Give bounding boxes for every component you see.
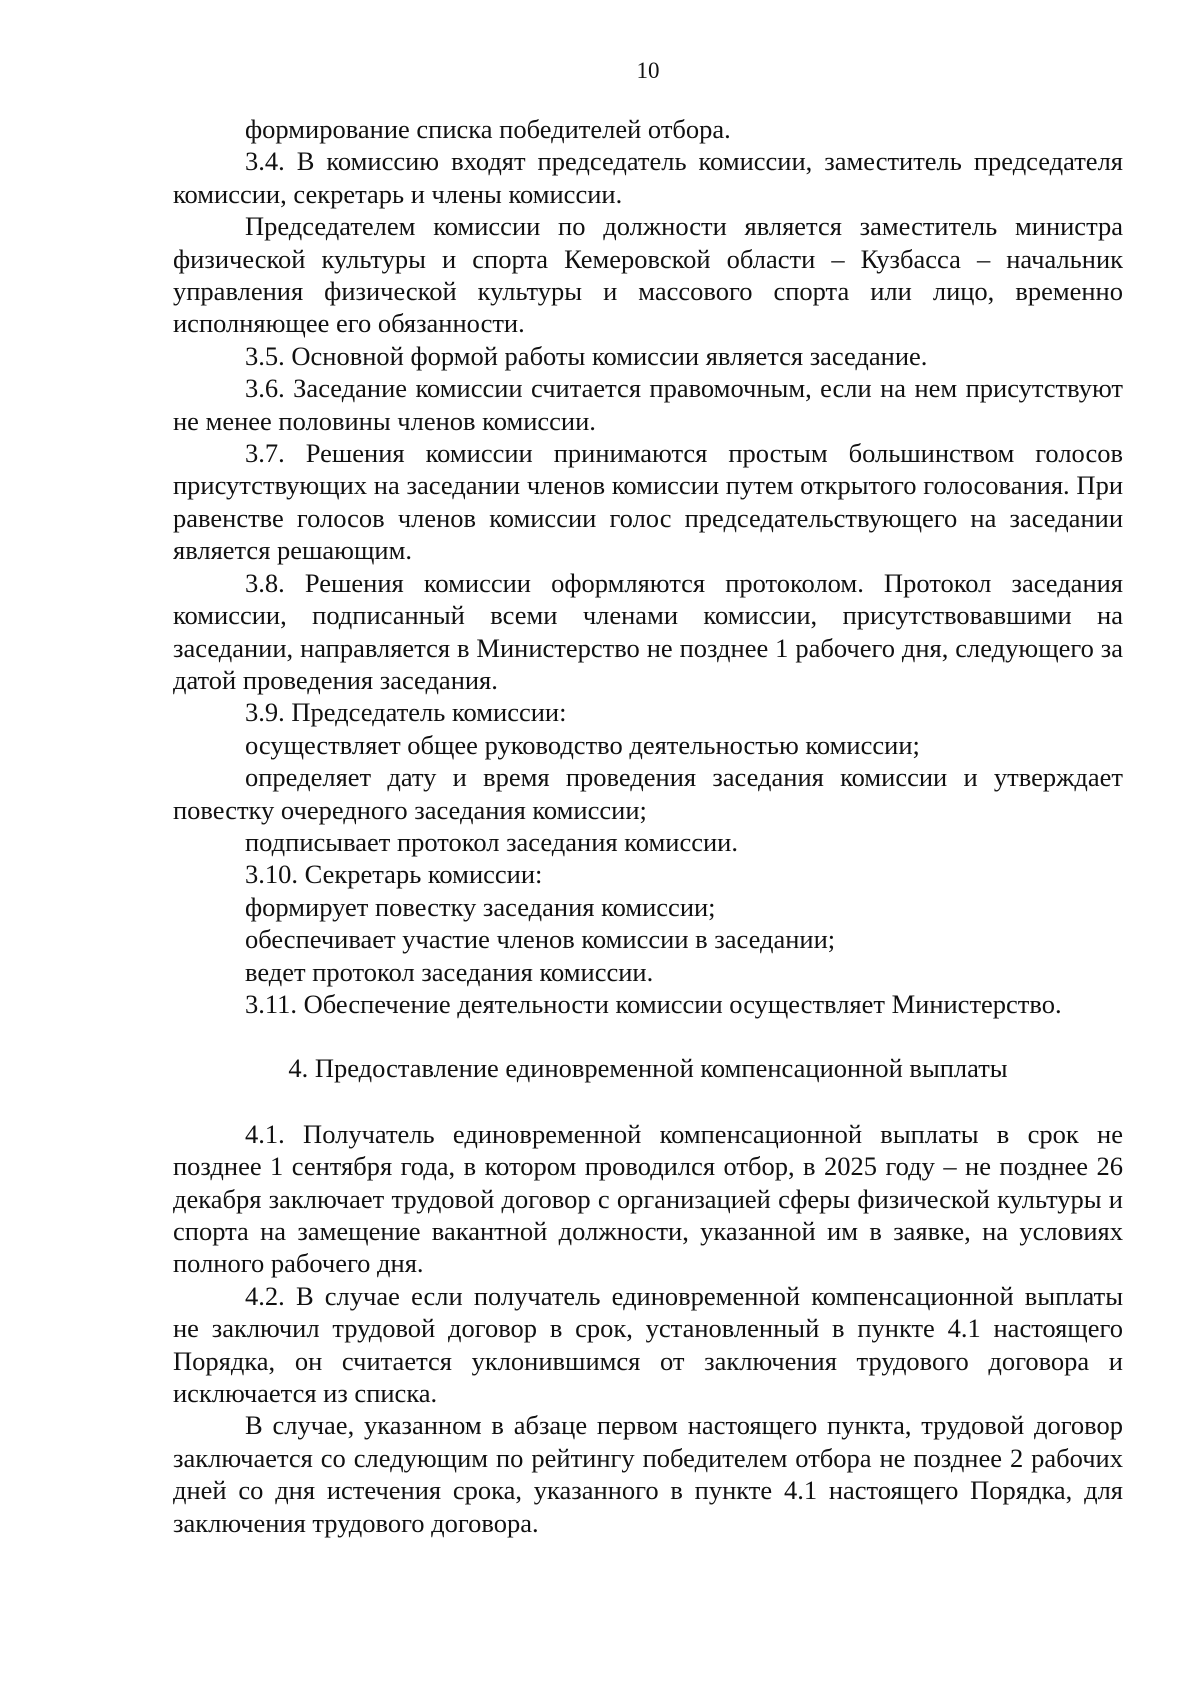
paragraph-4-2-second: В случае, указанном в абзаце первом настоящего пункта, трудовой договор заключается со следующим по рейтингу победителем отбора не позднее 2 рабочих дней со дня истечения срока, указанного в пункте 4.1 настоящего Порядка, для заключения трудового договора. <box>173 1410 1123 1538</box>
paragraph-3-9-item-1: осуществляет общее руководство деятельностью комиссии; <box>245 729 920 760</box>
section-4-heading: 4. Предоставление единовременной компенсационной выплаты <box>288 1053 1008 1084</box>
paragraph-3-3-tail: формирование списка победителей отбора. <box>245 114 731 144</box>
page-number: 10 <box>636 58 660 83</box>
document-body <box>173 113 1123 1539</box>
paragraph-3-10-item-3: ведет протокол заседания комиссии. <box>245 956 654 987</box>
paragraph-3-10: 3.10. Секретарь комиссии: <box>245 859 543 890</box>
paragraph-3-10-item-1: формирует повестку заседания комиссии; <box>245 891 716 922</box>
paragraph-3-9-item-2: определяет дату и время проведения заседания комиссии и утверждает повестку очередного заседания комиссии; <box>173 762 1123 825</box>
paragraph-3-10-item-2: обеспечивает участие членов комиссии в заседании; <box>245 924 836 955</box>
paragraph-3-7: 3.7. Решения комиссии принимаются простым большинством голосов присутствующих на заседании членов комиссии путем открытого голосования. При равенстве голосов членов комиссии голос председательствующего на заседании является решающим. <box>173 438 1123 566</box>
paragraph-3-4: 3.4. В комиссию входят председатель комиссии, заместитель председателя комиссии, секретарь и члены комиссии. <box>173 146 1123 209</box>
paragraph-3-9: 3.9. Председатель комиссии: <box>245 697 567 728</box>
paragraph-3-8: 3.8. Решения комиссии оформляются протоколом. Протокол заседания комиссии, подписанный всеми членами комиссии, присутствовавшими на заседании, направляется в Министерство не позднее 1 рабочего дня, следующего за датой проведения заседания. <box>173 567 1123 695</box>
paragraph-4-2: 4.2. В случае если получатель единовременной компенсационной выплаты не заключил трудовой договор в срок, установленный в пункте 4.1 настоящего Порядка, он считается уклонившимся от заключения трудового договора и исключается из списка. <box>173 1280 1123 1409</box>
paragraph-4-1: 4.1. Получатель единовременной компенсационной выплаты в срок не позднее 1 сентября года, в котором проводился отбор, в 2025 году – не позднее 26 декабря заключает трудовой договор с организацией сферы физической культуры и спорта на замещение вакантной должности, указанной им в заявке, на условиях полного рабочего дня. <box>173 1118 1123 1279</box>
paragraph-3-6: 3.6. Заседание комиссии считается правомочным, если на нем присутствуют не менее половины членов комиссии. <box>173 373 1123 436</box>
paragraph-3-4-chairman: Председателем комиссии по должности является заместитель министра физической культуры и спорта Кемеровской области – Кузбасса – начальник управления физической культуры и массового спорта или лицо, временно исполняющее его обязанности. <box>173 211 1123 339</box>
paragraph-3-5: 3.5. Основной формой работы комиссии является заседание. <box>245 340 928 371</box>
paragraph-3-11: 3.11. Обеспечение деятельности комиссии осуществляет Министерство. <box>245 988 1062 1019</box>
paragraph-3-9-item-3: подписывает протокол заседания комиссии. <box>245 826 738 857</box>
